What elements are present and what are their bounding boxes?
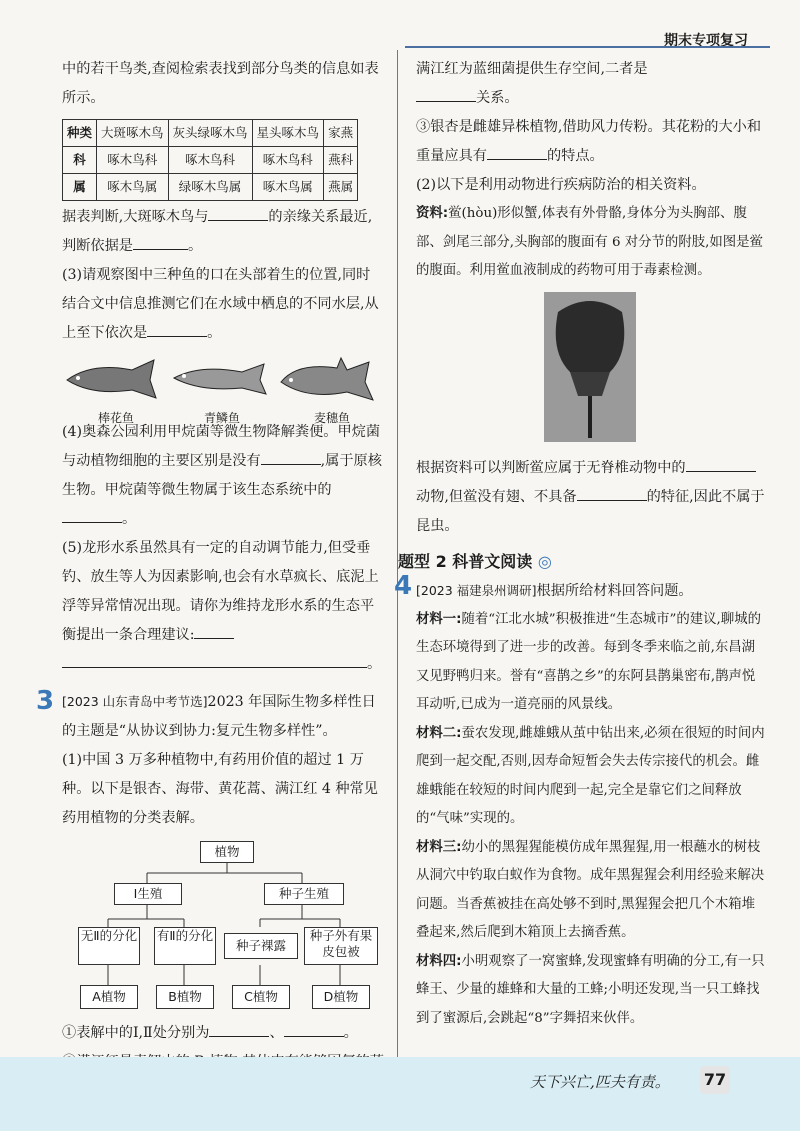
fish-label: 棒花鱼 — [98, 411, 135, 425]
answer-blank[interactable] — [62, 651, 367, 668]
text-span: 动物,但鲎没有翅、不具备 — [416, 488, 577, 505]
page-number: 77 — [700, 1066, 730, 1094]
tree-node-l2: 有Ⅱ的分化 — [154, 927, 216, 965]
text-span: 关系。 — [476, 90, 519, 106]
ginkgo-text — [416, 113, 768, 171]
horseshoe-crab-photo — [544, 292, 636, 442]
material-2 — [416, 720, 768, 834]
table-cell: 燕属 — [324, 174, 358, 201]
table-cell: 大斑啄木鸟 — [97, 120, 169, 147]
bird-table — [62, 119, 358, 201]
answer-blank[interactable] — [416, 85, 476, 102]
fish-image — [62, 356, 162, 402]
text-span: 的亲缘关系最近,判断依据是 — [62, 209, 373, 254]
footer-motto: 天下兴亡,匹夫有责。 — [530, 1073, 670, 1091]
table-row — [63, 120, 358, 147]
answer-blank[interactable] — [261, 448, 321, 465]
question-4-text: (4)奥森公园利用甲烷菌等微生物降解粪便。甲烷菌与动植物细胞的主要区别是没有 ,属于原核生物。甲烷菌等微生物属于该生态系统中的。 — [62, 424, 382, 527]
tree-node-l2: 种子外有果皮包被 — [304, 927, 378, 965]
text-span: ③银杏是雌雄异株植物,借助风力传粉。其花粉的大小和重量应具有 — [416, 119, 762, 164]
answer-blank[interactable] — [487, 143, 547, 160]
tree-node-l2: 无Ⅱ的分化 — [78, 927, 140, 965]
question-3-text: (3)请观察图中三种鱼的口在头部着生的位置,同时结合文中信息推测它们在水域中栖息的不同水层,从上至下依次是 。 — [62, 267, 379, 341]
answer-blank[interactable] — [133, 233, 188, 250]
text-span: 2023 年国际生物多样性日的主题是“从协议到协力:复元生物多样性”。 — [62, 694, 376, 739]
question-3-header — [36, 686, 384, 746]
text-span: ①表解中的Ⅰ,Ⅱ处分别为 — [62, 1025, 210, 1041]
material-label: 材料四: — [416, 953, 462, 969]
question-source: [2023 山东青岛中考节选] — [62, 694, 208, 709]
question-2-text: 据表判断,大斑啄木鸟与 的亲缘关系最近,判断依据是 。 — [62, 203, 384, 261]
table-row — [63, 174, 358, 201]
tree-node-l3: A植物 — [80, 985, 138, 1009]
material-4 — [416, 948, 768, 1034]
table-cell: 啄木鸟属 — [97, 174, 169, 201]
tree-node-l1: Ⅰ生殖 — [114, 883, 182, 905]
table-cell: 绿啄木鸟属 — [168, 174, 252, 201]
header-rule — [405, 46, 770, 48]
table-cell: 啄木鸟科 — [97, 147, 169, 174]
answer-blank[interactable] — [194, 622, 234, 639]
section-title: 题型 2 科普文阅读 — [398, 551, 533, 571]
left-column — [36, 55, 384, 1106]
tree-node-l3: B植物 — [156, 985, 214, 1009]
tree-node-l1: 种子生殖 — [264, 883, 344, 905]
text-span: 随着“江北水城”积极推进“生态城市”的建议,聊城的生态环境得到了进一步的改善。每到冬季来临之前,东昌湖又见野鸭归来。誉有“喜鹊之乡”的东阿县鹊巢密布,鹊声悦耳动听,已成为一道亮丽的风景线。 — [416, 611, 761, 712]
text-span: 幼小的黑猩猩能模仿成年黑猩猩,用一根蘸水的树枝从洞穴中钓取白蚁作为食物。成年黑猩猩会利用经验来解决问题。当香蕉被挂在高处够不到时,黑猩猩会把几个木箱堆叠起来,然后爬到木箱顶上去摘香蕉。 — [416, 839, 765, 940]
answer-blank[interactable] — [209, 1020, 269, 1037]
answer-blank[interactable] — [147, 320, 207, 337]
question-3-1a-text: ①表解中的Ⅰ,Ⅱ处分别为 、 。 — [62, 1019, 384, 1048]
fish-label: 青鳞鱼 — [204, 411, 241, 425]
section-header-label: 期末专项复习 — [664, 33, 748, 49]
answer-blank[interactable] — [284, 1020, 344, 1037]
horseshoe-crab-material — [416, 200, 768, 286]
material-3 — [416, 834, 768, 948]
question-number: 4 — [394, 570, 413, 601]
text-span: 的特点。 — [546, 148, 604, 164]
text-span: 根据所给材料回答问题。 — [536, 582, 693, 599]
text-span: (4)奥森公园利用甲烷菌等微生物降解粪便。甲烷菌与动植物细胞的主要区别是没有 — [62, 424, 381, 469]
table-cell: 啄木鸟科 — [252, 147, 324, 174]
text-span: 鲎(hòu)形似蟹,体表有外骨骼,身体分为头胸部、腹部、剑尾三部分,头胸部的腹面有 6 对分节的附肢,如图是鲎的腹面。利用鲎血液制成的药物可用于毒素检测。 — [416, 206, 763, 278]
table-cell: 种类 — [63, 120, 97, 147]
text-span: (3)请观察图中三种鱼的口在头部着生的位置,同时结合文中信息推测它们在水域中栖息的不同水层,从上至下依次是 — [62, 267, 379, 341]
fish-figure — [62, 356, 384, 425]
answer-blank[interactable] — [686, 455, 756, 472]
table-cell: 啄木鸟科 — [168, 147, 252, 174]
text-span: 小明观察了一窝蜜蜂,发现蜜蜂有明确的分工,有一只蜂王、少量的雄蜂和大量的工蜂;小明还发现,当一只工蜂找到了蜜源后,会跳起“8”字舞招来伙伴。 — [416, 953, 765, 1026]
horseshoe-crab-photo-wrap — [416, 292, 768, 450]
table-cell: 啄木鸟属 — [252, 174, 324, 201]
question-source: [2023 福建泉州调研] — [416, 582, 537, 598]
material-label: 材料三: — [416, 839, 462, 855]
text-span: 据表判断,大斑啄木鸟与 — [62, 209, 209, 225]
question-3-1-text: (1)中国 3 万多种植物中,有药用价值的超过 1 万种。以下是银杏、海带、黄花蒿、满江红 4 种常见药用植物的分类表解。 — [62, 752, 378, 826]
right-column — [394, 55, 768, 1033]
intro-text: 中的若干鸟类,查阅检索表找到部分鸟类的信息如表所示。 — [62, 61, 379, 106]
question-5-text: (5)龙形水系虽然具有一定的自动调节能力,但受垂钓、放生等人为因素影响,也会有水草疯长、底泥上浮等异常情况出现。请你为维持龙形水系的生态平衡提出一条合理建议: 。 — [62, 540, 382, 672]
table-cell: 科 — [63, 147, 97, 174]
classification-question — [416, 454, 768, 541]
tree-node-l3: C植物 — [232, 985, 290, 1009]
table-cell: 家燕 — [324, 120, 358, 147]
answer-blank[interactable] — [208, 204, 268, 221]
classification-tree — [72, 839, 372, 1019]
fish-image — [170, 356, 270, 402]
text-span: 的特征,因此不属于昆虫。 — [416, 488, 765, 534]
question-number: 3 — [36, 686, 55, 716]
symbiosis-text — [416, 55, 768, 113]
tree-node-root: 植物 — [200, 841, 254, 863]
tree-node-l3: D植物 — [312, 985, 370, 1009]
question-4-header — [394, 570, 768, 606]
target-icon: ◎ — [537, 551, 552, 571]
text-span: 根据资料可以判断鲎应属于无脊椎动物中的 — [416, 459, 686, 476]
page-header — [0, 0, 800, 50]
material-label: 材料二: — [416, 725, 462, 741]
table-cell: 星头啄木鸟 — [252, 120, 324, 147]
section-heading — [398, 547, 768, 576]
fish-label: 麦穗鱼 — [314, 411, 351, 425]
page-footer — [0, 1057, 800, 1131]
table-cell: 属 — [63, 174, 97, 201]
text-span: ,属于原核生物。甲烷菌等微生物属于该生态系统中的 — [62, 453, 382, 498]
fish-image — [277, 356, 377, 406]
table-cell: 燕科 — [324, 147, 358, 174]
text-span: (5)龙形水系虽然具有一定的自动调节能力,但受垂钓、放生等人为因素影响,也会有水草疯长、底泥上浮等异常情况出现。请你为维持龙形水系的生态平衡提出一条合理建议: — [62, 540, 379, 643]
text-span: 蚕农发现,雌雄蛾从茧中钻出来,必须在很短的时间内爬到一起交配,否则,因寿命短暂会失去传宗接代的机会。雌雄蛾能在较短的时间内爬到一起,完全是靠它们之间释放的“气味”实现的。 — [416, 725, 765, 826]
material-label: 资料: — [416, 206, 449, 221]
text-span: 满江红为蓝细菌提供生存空间,二者是 — [416, 61, 648, 77]
tree-node-l2: 种子裸露 — [224, 933, 298, 959]
material-1 — [416, 606, 768, 720]
table-row — [63, 147, 358, 174]
table-cell: 灰头绿啄木鸟 — [168, 120, 252, 147]
question-2-intro: (2)以下是利用动物进行疾病防治的相关资料。 — [416, 177, 706, 193]
material-label: 材料一: — [416, 611, 462, 627]
answer-blank[interactable] — [62, 506, 122, 523]
answer-blank[interactable] — [577, 484, 647, 501]
